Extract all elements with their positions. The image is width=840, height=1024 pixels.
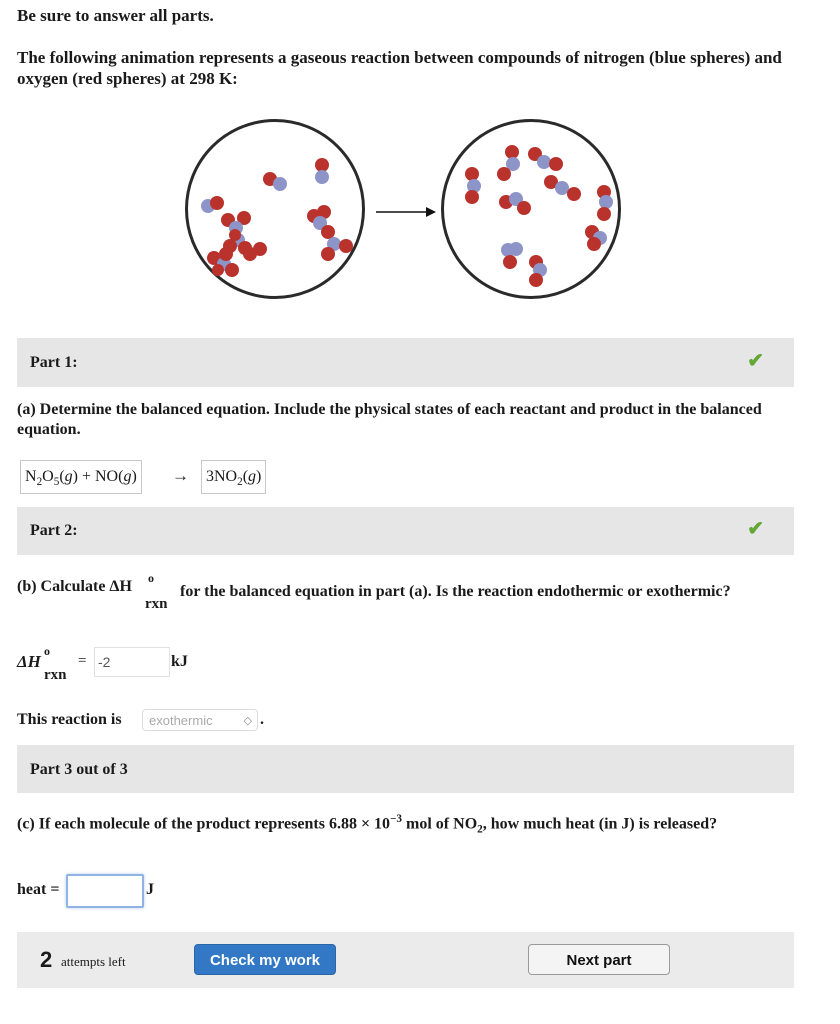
reaction-type-select[interactable] — [142, 709, 258, 731]
molecule-no — [263, 172, 287, 191]
delta-h-equals: = — [78, 653, 87, 669]
delta-h-subscript: rxn — [44, 667, 67, 683]
part2-question-subscript: rxn — [145, 596, 168, 612]
heat-unit: J — [146, 881, 154, 898]
molecule-no2 — [465, 167, 481, 204]
equation-arrow: → — [172, 466, 189, 485]
molecule-no2 — [585, 225, 607, 251]
part3-label: Part 3 out of 3 — [30, 761, 128, 778]
chevron-updown-icon: ◇ — [243, 715, 252, 727]
part3-question-exponent: −3 — [390, 813, 403, 825]
molecule-no2 — [501, 242, 523, 269]
part2-question-prefix: (b) Calculate ΔH — [17, 578, 132, 595]
part2-label: Part 2: — [30, 522, 78, 539]
reactants-answer-box[interactable]: $N_2O_5(g) + NO(g)$ — [20, 460, 142, 494]
part3-question-subscript: 2 — [477, 823, 483, 836]
part1-label: Part 1: — [30, 354, 78, 371]
products-answer-box[interactable]: $3NO_2(g)$ — [201, 460, 266, 494]
molecule-no2 — [597, 185, 613, 221]
attempts-text: attempts left — [61, 954, 126, 969]
molecule-no2 — [499, 192, 531, 215]
reactants-animation — [185, 119, 365, 299]
reaction-arrow-icon — [376, 206, 436, 218]
part3-question-text-1: (c) If each molecule of the product represents 6.88 × 10 — [17, 815, 391, 833]
delta-h-superscript: o — [44, 644, 50, 658]
part3-header — [17, 745, 794, 793]
part2-header — [17, 507, 794, 555]
part2-question-superscript: o — [148, 571, 154, 585]
heat-label: heat = — [17, 881, 60, 898]
part2-question-suffix: for the balanced equation in part (a). Is the reaction endothermic or exothermic? — [180, 583, 731, 600]
next-part-button[interactable]: Next part — [528, 944, 670, 975]
delta-h-unit: kJ — [171, 653, 188, 670]
molecule-no — [315, 158, 329, 184]
heat-input[interactable] — [66, 874, 144, 908]
molecule-no2 — [544, 175, 581, 201]
delta-h-symbol: ΔH — [17, 652, 41, 671]
attempts-count: 2 — [40, 947, 53, 972]
molecule-n2o5 — [207, 242, 267, 277]
molecule-no — [201, 196, 224, 213]
molecule-n2o5 — [307, 205, 353, 261]
molecule-no2 — [529, 255, 547, 287]
products-animation — [441, 119, 621, 299]
part3-question — [17, 806, 807, 843]
molecule-no2 — [528, 147, 563, 171]
reaction-type-period: . — [260, 711, 264, 728]
molecule-no2 — [497, 145, 520, 181]
part3-question-text-3: , how much heat (in J) is released? — [482, 815, 718, 833]
footer-bar — [17, 932, 794, 988]
part1-header — [17, 338, 794, 387]
reaction-type-value: exothermic — [149, 713, 213, 728]
check-icon: ✔ — [747, 518, 764, 540]
check-my-work-button[interactable]: Check my work — [194, 944, 336, 975]
intro-text: The following animation represents a gaseous reaction between compounds of nitrogen (blue spheres) and oxygen (red spheres) at 298 K: — [17, 48, 782, 88]
instruction-text: Be sure to answer all parts. — [17, 6, 214, 25]
check-icon: ✔ — [747, 350, 764, 372]
reaction-type-label: This reaction is — [17, 711, 122, 728]
part1-question: (a) Determine the balanced equation. Include the physical states of each reactant and product in the balanced equation. — [17, 401, 762, 438]
delta-h-input[interactable]: -2 — [94, 647, 170, 677]
part3-question-text-2: mol of NO — [402, 815, 478, 833]
